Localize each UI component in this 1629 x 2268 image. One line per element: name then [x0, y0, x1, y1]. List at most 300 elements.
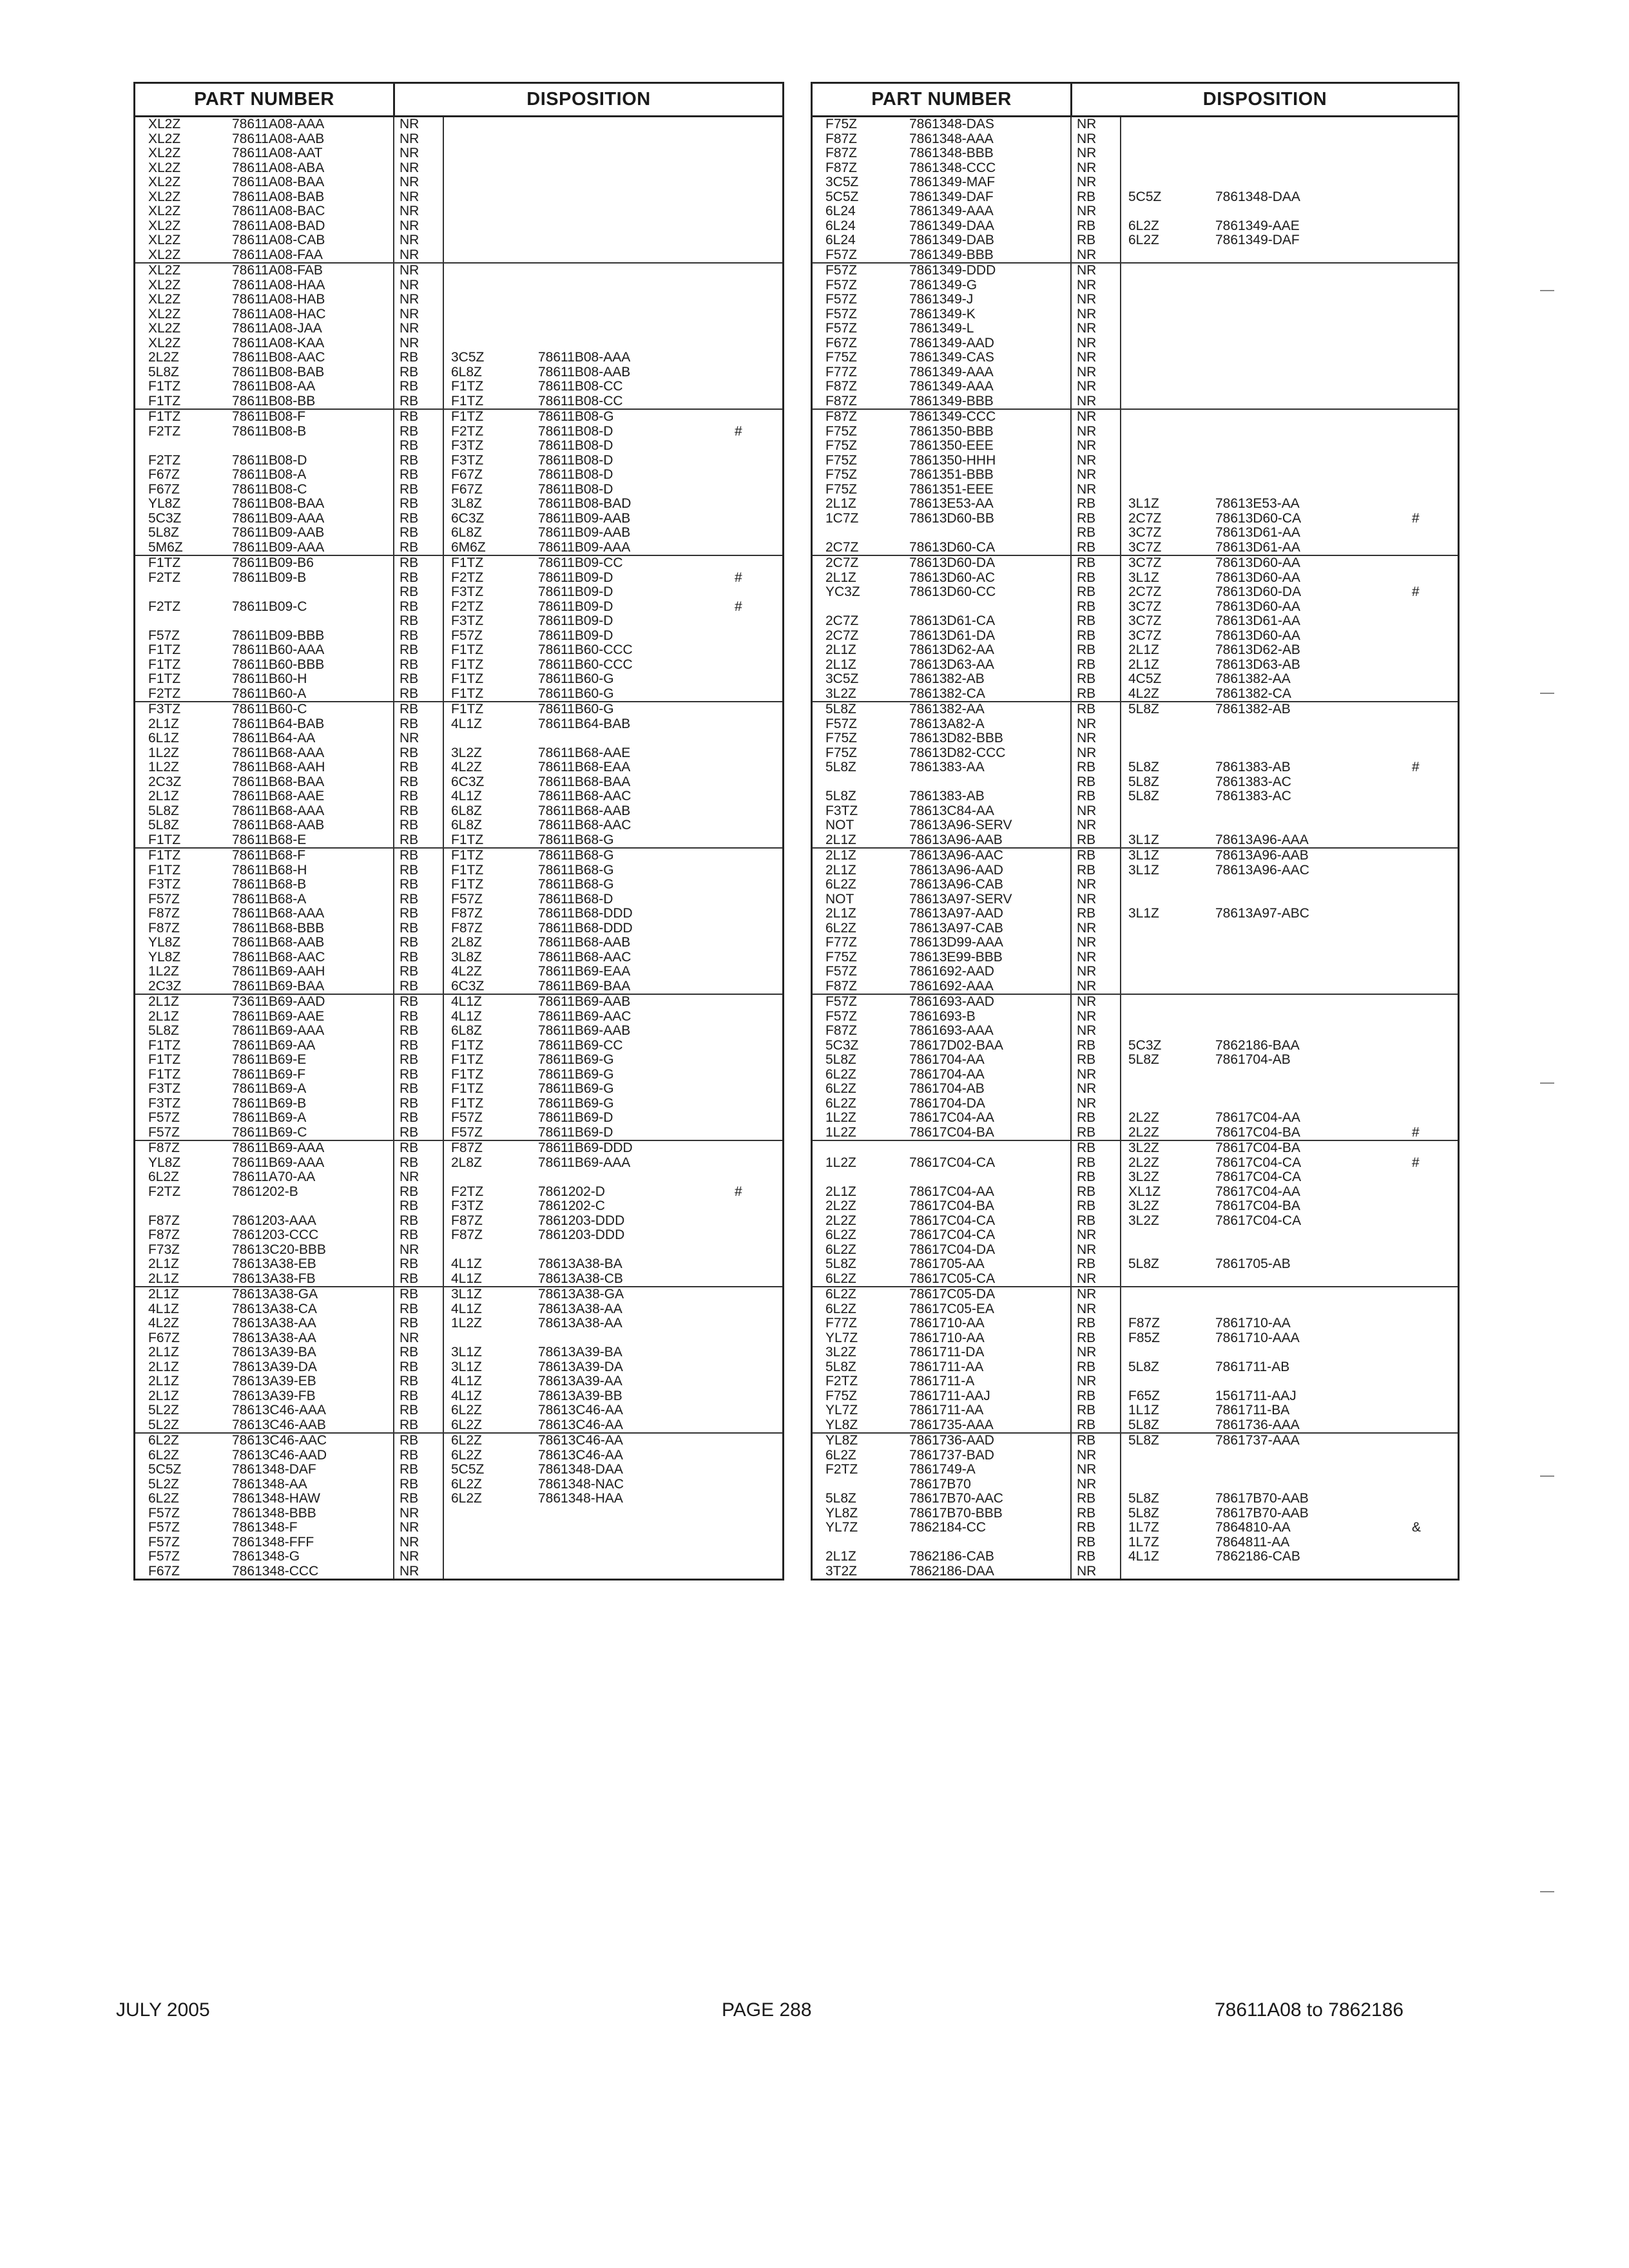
part-number-cell: 78611B08-AAC	[232, 350, 325, 365]
table-row	[135, 204, 782, 219]
part-number-cell: 7861349-J	[909, 292, 974, 307]
disposition-code-cell: NR	[400, 1534, 419, 1550]
part-number-cell: 7862186-CAB	[909, 1549, 994, 1564]
prefix-cell: 3C5Z	[825, 175, 859, 189]
prefix-cell: F57Z	[148, 628, 180, 643]
note-mark-cell: #	[735, 599, 742, 614]
disposition-code-cell: RB	[1077, 1433, 1096, 1448]
replacement-part-number-cell: 78611B68-AAC	[538, 818, 631, 832]
prefix-cell: F87Z	[825, 393, 858, 408]
part-number-cell: 7861349-G	[909, 277, 978, 293]
table-row	[135, 658, 782, 673]
row-group	[813, 995, 1458, 1141]
table-row	[135, 1228, 782, 1243]
prefix-cell: 2C7Z	[825, 613, 859, 628]
disposition-code-cell: RB	[1077, 848, 1096, 863]
table-row	[135, 1448, 782, 1463]
replacement-part-number-cell: 78611B68-G	[538, 877, 614, 892]
table-row	[813, 1316, 1458, 1331]
part-number-cell: 78611B69-C	[232, 1124, 307, 1140]
replacement-prefix-cell: 4L1Z	[451, 1301, 482, 1316]
disposition-code-cell: RB	[1077, 1316, 1096, 1331]
replacement-prefix-cell: 3L1Z	[451, 1359, 482, 1374]
prefix-cell: 1L2Z	[148, 964, 179, 979]
prefix-cell: XL2Z	[148, 335, 181, 351]
prefix-cell: XL2Z	[148, 117, 181, 131]
disposition-code-cell: RB	[1077, 1213, 1096, 1228]
replacement-prefix-cell: 3L2Z	[1128, 1169, 1159, 1184]
table-row	[813, 1389, 1458, 1404]
prefix-cell: 6L2Z	[148, 1447, 179, 1463]
table-row	[135, 365, 782, 380]
disposition-code-cell: RB	[400, 1155, 419, 1170]
replacement-part-number-cell: 7861711-BA	[1215, 1403, 1290, 1418]
prefix-cell: F57Z	[148, 1534, 180, 1550]
prefix-cell: XL2Z	[148, 247, 181, 262]
part-number-cell: 78611B60-A	[232, 686, 307, 701]
replacement-prefix-cell: 5L8Z	[1128, 774, 1159, 789]
disposition-code-cell: NR	[400, 204, 419, 218]
replacement-part-number-cell: 78611B69-DDD	[538, 1140, 633, 1155]
part-number-cell: 78613D82-BBB	[909, 731, 1003, 745]
prefix-cell: 2L1Z	[825, 848, 856, 863]
replacement-part-number-cell: 78611B68-DDD	[538, 920, 633, 936]
replacement-part-number-cell: 78617C04-BA	[1215, 1124, 1300, 1140]
replacement-part-number-cell: 78613A38-AA	[538, 1301, 622, 1316]
replacement-prefix-cell: F85Z	[1128, 1330, 1161, 1345]
prefix-cell: 2L1Z	[825, 906, 856, 921]
prefix-cell: 6L2Z	[825, 1287, 856, 1302]
prefix-cell: YL8Z	[825, 1505, 858, 1521]
replacement-part-number-cell: 78611B68-BAA	[538, 774, 631, 789]
prefix-cell: F2TZ	[148, 452, 181, 468]
disposition-code-cell: RB	[1077, 1256, 1096, 1271]
disposition-code-cell: NR	[1077, 716, 1097, 731]
part-number-cell: 7861348-AA	[232, 1476, 307, 1492]
prefix-cell: 6L24	[825, 233, 856, 247]
prefix-cell: XL2Z	[148, 146, 181, 160]
replacement-part-number-cell: 78611B69-CC	[538, 1037, 623, 1053]
disposition-code-cell: RB	[400, 949, 419, 965]
prefix-cell: 2L1Z	[148, 1271, 179, 1286]
replacement-part-number-cell: 7861348-HAA	[538, 1491, 623, 1506]
table-row	[813, 394, 1458, 409]
prefix-cell: 5L2Z	[148, 1403, 179, 1418]
replacement-prefix-cell: 6L8Z	[451, 1023, 482, 1038]
table-row	[135, 1097, 782, 1111]
replacement-part-number-cell: 78611B60-G	[538, 671, 614, 686]
part-number-cell: 7861351-BBB	[909, 467, 994, 482]
replacement-part-number-cell: 78617C04-AA	[1215, 1184, 1300, 1199]
replacement-prefix-cell: 4C5Z	[1128, 671, 1162, 686]
disposition-code-cell: RB	[400, 467, 419, 482]
disposition-code-cell: NR	[400, 1505, 419, 1521]
replacement-part-number-cell: 78617C04-CA	[1215, 1155, 1302, 1170]
part-number-cell: 78613A97-SERV	[909, 891, 1012, 907]
prefix-cell: F75Z	[825, 452, 858, 468]
replacement-prefix-cell: 5L8Z	[1128, 1052, 1159, 1067]
part-number-cell: 78611A08-FAB	[232, 263, 323, 278]
row-group	[135, 264, 782, 410]
replacement-prefix-cell: 4L1Z	[451, 1008, 482, 1024]
replacement-prefix-cell: 4L1Z	[451, 789, 482, 803]
replacement-prefix-cell: 5L8Z	[1128, 702, 1159, 716]
disposition-code-cell: NR	[1077, 1345, 1097, 1360]
disposition-code-cell: RB	[1077, 1520, 1096, 1535]
prefix-cell: F87Z	[825, 146, 858, 160]
table-row	[813, 190, 1458, 205]
table-row	[135, 1492, 782, 1506]
replacement-prefix-cell: 6L2Z	[451, 1433, 482, 1448]
replacement-prefix-cell: 2L2Z	[1128, 1155, 1159, 1170]
prefix-cell: F75Z	[825, 117, 858, 131]
part-number-cell: 7861348-F	[232, 1520, 298, 1535]
row-group	[135, 702, 782, 849]
disposition-code-cell: NR	[400, 175, 419, 189]
prefix-cell: F77Z	[825, 364, 858, 380]
replacement-prefix-cell: 2C7Z	[1128, 584, 1162, 599]
replacement-prefix-cell: 3L1Z	[1128, 906, 1159, 921]
replacement-part-number-cell: 7861203-DDD	[538, 1213, 625, 1228]
replacement-part-number-cell: 7864810-AA	[1215, 1520, 1291, 1535]
prefix-cell: 2L1Z	[148, 1287, 179, 1302]
replacement-prefix-cell: F1TZ	[451, 832, 484, 847]
table-row	[813, 1550, 1458, 1564]
replacement-prefix-cell: F67Z	[451, 481, 483, 497]
replacement-part-number-cell: 7864811-AA	[1215, 1534, 1290, 1550]
part-number-cell: 78611B09-BBB	[232, 628, 325, 643]
prefix-cell: F75Z	[825, 745, 858, 760]
disposition-code-cell: NR	[1077, 1008, 1097, 1024]
part-number-cell: 78613C46-AAD	[232, 1447, 327, 1463]
replacement-prefix-cell: 3L1Z	[1128, 570, 1159, 585]
disposition-code-cell: RB	[1077, 1330, 1096, 1345]
prefix-cell: F87Z	[148, 1213, 180, 1228]
table-row	[135, 175, 782, 190]
replacement-prefix-cell: 3L1Z	[451, 1345, 482, 1360]
table-row	[813, 979, 1458, 994]
disposition-code-cell: RB	[400, 393, 419, 408]
disposition-code-cell: RB	[400, 1256, 419, 1271]
prefix-cell: 5L2Z	[148, 1417, 179, 1432]
disposition-code-cell: RB	[1077, 760, 1096, 774]
part-number-cell: 78613A39-BA	[232, 1345, 316, 1360]
part-number-cell: 78613C46-AAB	[232, 1417, 326, 1432]
disposition-code-cell: RB	[400, 920, 419, 936]
part-number-cell: 78613A39-FB	[232, 1388, 316, 1403]
prefix-cell: 6L1Z	[148, 731, 179, 745]
part-number-cell: 7861348-G	[232, 1549, 300, 1564]
replacement-prefix-cell: F67Z	[451, 467, 483, 482]
replacement-prefix-cell: 5C3Z	[1128, 1037, 1162, 1053]
prefix-cell: 2L1Z	[825, 642, 856, 657]
table-row	[135, 1039, 782, 1053]
replacement-prefix-cell: F87Z	[451, 1213, 483, 1228]
table-row	[135, 863, 782, 878]
replacement-part-number-cell: 7861383-AC	[1215, 774, 1291, 789]
prefix-cell: F3TZ	[148, 702, 181, 716]
part-number-cell: 78611B60-AAA	[232, 642, 325, 657]
part-number-cell: 78617C04-DA	[909, 1242, 996, 1257]
part-number-cell: 78611A08-AAT	[232, 146, 323, 160]
prefix-cell: F1TZ	[148, 379, 181, 394]
part-number-cell: 78613A39-EB	[232, 1374, 316, 1389]
part-number-cell: 7861693-AAD	[909, 994, 994, 1009]
prefix-cell: F1TZ	[148, 671, 181, 686]
table-body	[135, 117, 782, 1579]
replacement-part-number-cell: 7861710-AA	[1215, 1316, 1291, 1331]
table-row	[135, 950, 782, 965]
prefix-cell: F57Z	[825, 716, 858, 731]
replacement-part-number-cell: 78613D61-AA	[1215, 539, 1300, 555]
replacement-prefix-cell: F1TZ	[451, 862, 484, 878]
note-mark-cell: &	[1412, 1520, 1422, 1535]
replacement-prefix-cell: F57Z	[451, 891, 483, 907]
prefix-cell: 6L2Z	[825, 1095, 856, 1111]
replacement-prefix-cell: F3TZ	[451, 452, 484, 468]
table-row	[135, 1302, 782, 1317]
disposition-code-cell: NR	[1077, 379, 1097, 394]
replacement-part-number-cell: 78611B08-CC	[538, 393, 623, 408]
replacement-part-number-cell: 7861382-AB	[1215, 702, 1291, 716]
part-number-cell: 78611B60-H	[232, 671, 307, 686]
prefix-cell: F1TZ	[148, 555, 181, 570]
margin-mark	[1540, 1891, 1554, 1892]
replacement-part-number-cell: 78611B68-G	[538, 832, 614, 847]
part-number-cell: 78617B70-BBB	[909, 1505, 1003, 1521]
table-row	[135, 248, 782, 263]
replacement-prefix-cell: 6C3Z	[451, 510, 485, 526]
disposition-code-cell: RB	[400, 409, 419, 424]
replacement-part-number-cell: 78611B68-G	[538, 862, 614, 878]
part-number-cell: 7861382-AB	[909, 671, 985, 686]
replacement-prefix-cell: 4L1Z	[451, 716, 482, 731]
replacement-prefix-cell: F2TZ	[451, 423, 484, 439]
replacement-prefix-cell: 3L2Z	[451, 745, 482, 760]
disposition-code-cell: RB	[1077, 1124, 1096, 1140]
disposition-code-cell: RB	[1077, 1037, 1096, 1053]
prefix-cell: 5L8Z	[148, 525, 179, 540]
row-group	[135, 849, 782, 995]
table-row	[135, 1111, 782, 1126]
prefix-cell: F67Z	[148, 481, 180, 497]
part-number-cell: 78617C04-CA	[909, 1227, 996, 1242]
prefix-cell: YL8Z	[148, 935, 181, 950]
prefix-cell: F3TZ	[825, 803, 858, 818]
table-row	[813, 818, 1458, 833]
disposition-code-cell: RB	[400, 1359, 419, 1374]
prefix-cell: F3TZ	[148, 1095, 181, 1111]
disposition-code-cell: RB	[1077, 1505, 1096, 1521]
part-number-cell: 78611A08-AAB	[232, 131, 325, 146]
disposition-code-cell: RB	[400, 1227, 419, 1242]
replacement-part-number-cell: 78611B69-G	[538, 1081, 614, 1096]
replacement-part-number-cell: 78611B08-D	[538, 481, 613, 497]
replacement-prefix-cell: 4L1Z	[451, 994, 482, 1009]
replacement-part-number-cell: 78613D60-AA	[1215, 628, 1300, 643]
prefix-cell: F67Z	[148, 467, 180, 482]
part-number-cell: 7861349-CCC	[909, 409, 996, 424]
part-number-cell: 78613D60-AC	[909, 570, 996, 585]
part-number-cell: 7861383-AB	[909, 789, 985, 803]
row-group	[813, 264, 1458, 410]
disposition-code-cell: NR	[1077, 335, 1097, 351]
table-row	[135, 1287, 782, 1302]
table-row	[135, 1126, 782, 1140]
disposition-code-cell: RB	[400, 891, 419, 907]
part-number-cell: 78617C04-CA	[909, 1155, 996, 1170]
disposition-code-cell: RB	[400, 1462, 419, 1477]
part-number-cell: 78611B69-BAA	[232, 978, 325, 994]
prefix-cell: 4L2Z	[148, 1316, 179, 1331]
disposition-code-cell: NR	[1077, 1447, 1097, 1463]
replacement-part-number-cell: 78611B69-G	[538, 1052, 614, 1067]
replacement-part-number-cell: 78611B68-DDD	[538, 906, 633, 921]
replacement-prefix-cell: F57Z	[451, 1110, 483, 1125]
disposition-code-cell: RB	[1077, 584, 1096, 599]
replacement-prefix-cell: F3TZ	[451, 438, 484, 453]
prefix-cell: 2L1Z	[148, 716, 179, 731]
part-number-cell: 78617D02-BAA	[909, 1037, 1003, 1053]
disposition-code-cell: RB	[1077, 832, 1096, 847]
table-row	[135, 717, 782, 732]
disposition-code-cell: RB	[1077, 774, 1096, 789]
disposition-code-cell: RB	[1077, 189, 1096, 204]
left-disposition-table	[133, 82, 784, 1581]
prefix-cell: 2L1Z	[825, 570, 856, 585]
disposition-code-cell: NR	[400, 146, 419, 160]
disposition-code-cell: NR	[1077, 949, 1097, 965]
replacement-part-number-cell: 78611B08-CC	[538, 379, 623, 394]
part-number-cell: 78611B68-AAA	[232, 803, 325, 818]
disposition-code-cell: RB	[400, 1184, 419, 1199]
table-row	[813, 483, 1458, 497]
disposition-code-cell: NR	[400, 335, 419, 351]
part-number-cell: 7861348-CCC	[909, 160, 996, 175]
part-number-cell: 7861349-BBB	[909, 393, 994, 408]
part-number-cell: 7861351-EEE	[909, 481, 994, 497]
part-number-cell: 7861348-AAA	[909, 131, 994, 146]
row-group	[135, 410, 782, 556]
replacement-part-number-cell: 78611B09-D	[538, 599, 613, 614]
note-mark-cell: #	[1412, 1155, 1420, 1170]
replacement-prefix-cell: 3L1Z	[1128, 496, 1159, 511]
disposition-code-cell: RB	[400, 1316, 419, 1331]
prefix-cell: F75Z	[825, 423, 858, 439]
replacement-part-number-cell: 78613D60-DA	[1215, 584, 1302, 599]
disposition-code-cell: RB	[1077, 1491, 1096, 1506]
prefix-cell: 5L8Z	[825, 1359, 856, 1374]
prefix-cell: F87Z	[148, 906, 180, 921]
table-row	[813, 468, 1458, 483]
table-row	[813, 1448, 1458, 1463]
replacement-prefix-cell: F87Z	[451, 1227, 483, 1242]
disposition-code-cell: RB	[400, 364, 419, 380]
replacement-prefix-cell: 2L1Z	[1128, 657, 1159, 672]
replacement-prefix-cell: F3TZ	[451, 584, 484, 599]
prefix-cell: XL2Z	[148, 277, 181, 293]
part-number-cell: 78617B70	[909, 1476, 971, 1492]
replacement-prefix-cell: 4L2Z	[451, 760, 482, 774]
part-number-cell: 78611B68-BBB	[232, 920, 325, 936]
disposition-code-cell: RB	[400, 671, 419, 686]
replacement-prefix-cell: F1TZ	[451, 1037, 484, 1053]
disposition-code-cell: RB	[400, 1403, 419, 1418]
replacement-prefix-cell: 5L8Z	[1128, 1359, 1159, 1374]
disposition-code-cell: RB	[400, 1417, 419, 1432]
table-row	[813, 614, 1458, 629]
part-number-cell: 78611B69-A	[232, 1081, 307, 1096]
part-number-cell: 78613D60-CA	[909, 539, 996, 555]
replacement-prefix-cell: 1L7Z	[1128, 1534, 1159, 1550]
replacement-part-number-cell: 78611B09-AAB	[538, 525, 631, 540]
prefix-cell: F67Z	[148, 1563, 180, 1579]
table-row	[135, 146, 782, 161]
table-row	[135, 1010, 782, 1024]
row-group	[135, 1434, 782, 1579]
part-number-cell: 78611B08-C	[232, 481, 307, 497]
table-row	[135, 1345, 782, 1360]
part-number-cell: 78617C04-AA	[909, 1110, 994, 1125]
part-number-cell: 7861348-DAS	[909, 117, 994, 131]
replacement-part-number-cell: 78617B70-AAB	[1215, 1505, 1309, 1521]
replacement-part-number-cell: 7861705-AB	[1215, 1256, 1291, 1271]
part-number-cell: 78611B68-AAA	[232, 906, 325, 921]
part-number-cell: 7861736-AAD	[909, 1433, 994, 1448]
prefix-cell: NOT	[825, 818, 854, 832]
part-number-cell: 78611B69-AAA	[232, 1140, 325, 1155]
part-number-cell: 7861704-DA	[909, 1095, 985, 1111]
disposition-code-cell: RB	[400, 642, 419, 657]
table-row	[813, 365, 1458, 380]
table-row	[813, 1360, 1458, 1375]
disposition-code-cell: RB	[400, 481, 419, 497]
part-number-cell: 78613C20-BBB	[232, 1242, 326, 1257]
disposition-code-cell: NR	[1077, 393, 1097, 408]
note-mark-cell: #	[1412, 760, 1420, 774]
table-row	[813, 204, 1458, 219]
disposition-code-cell: NR	[1077, 1227, 1097, 1242]
table-row	[813, 146, 1458, 161]
replacement-part-number-cell: 78611B09-AAB	[538, 510, 631, 526]
replacement-part-number-cell: 78613A38-GA	[538, 1287, 624, 1302]
prefix-cell: 6L2Z	[825, 1242, 856, 1257]
table-row	[135, 892, 782, 907]
row-group	[135, 117, 782, 264]
prefix-cell: F87Z	[148, 920, 180, 936]
disposition-code-cell: RB	[400, 1008, 419, 1024]
replacement-prefix-cell: 1L1Z	[1128, 1403, 1159, 1418]
table-row	[813, 233, 1458, 248]
table-row	[135, 687, 782, 702]
prefix-cell: 1C7Z	[825, 510, 859, 526]
replacement-prefix-cell: 2L8Z	[451, 935, 482, 950]
table-row	[135, 161, 782, 176]
part-number-cell: 7861711-DA	[909, 1345, 985, 1360]
table-row	[135, 394, 782, 409]
part-number-cell: 78617C05-DA	[909, 1287, 996, 1302]
table-row	[135, 1360, 782, 1375]
prefix-cell: YL8Z	[825, 1433, 858, 1448]
replacement-prefix-cell: F1TZ	[451, 686, 484, 701]
disposition-code-cell: RB	[400, 1095, 419, 1111]
row-group	[135, 1141, 782, 1287]
table-row	[813, 132, 1458, 147]
disposition-code-cell: RB	[400, 657, 419, 672]
disposition-code-cell: RB	[400, 1124, 419, 1140]
disposition-code-cell: NR	[1077, 745, 1097, 760]
part-number-cell: 78611B69-E	[232, 1052, 307, 1067]
